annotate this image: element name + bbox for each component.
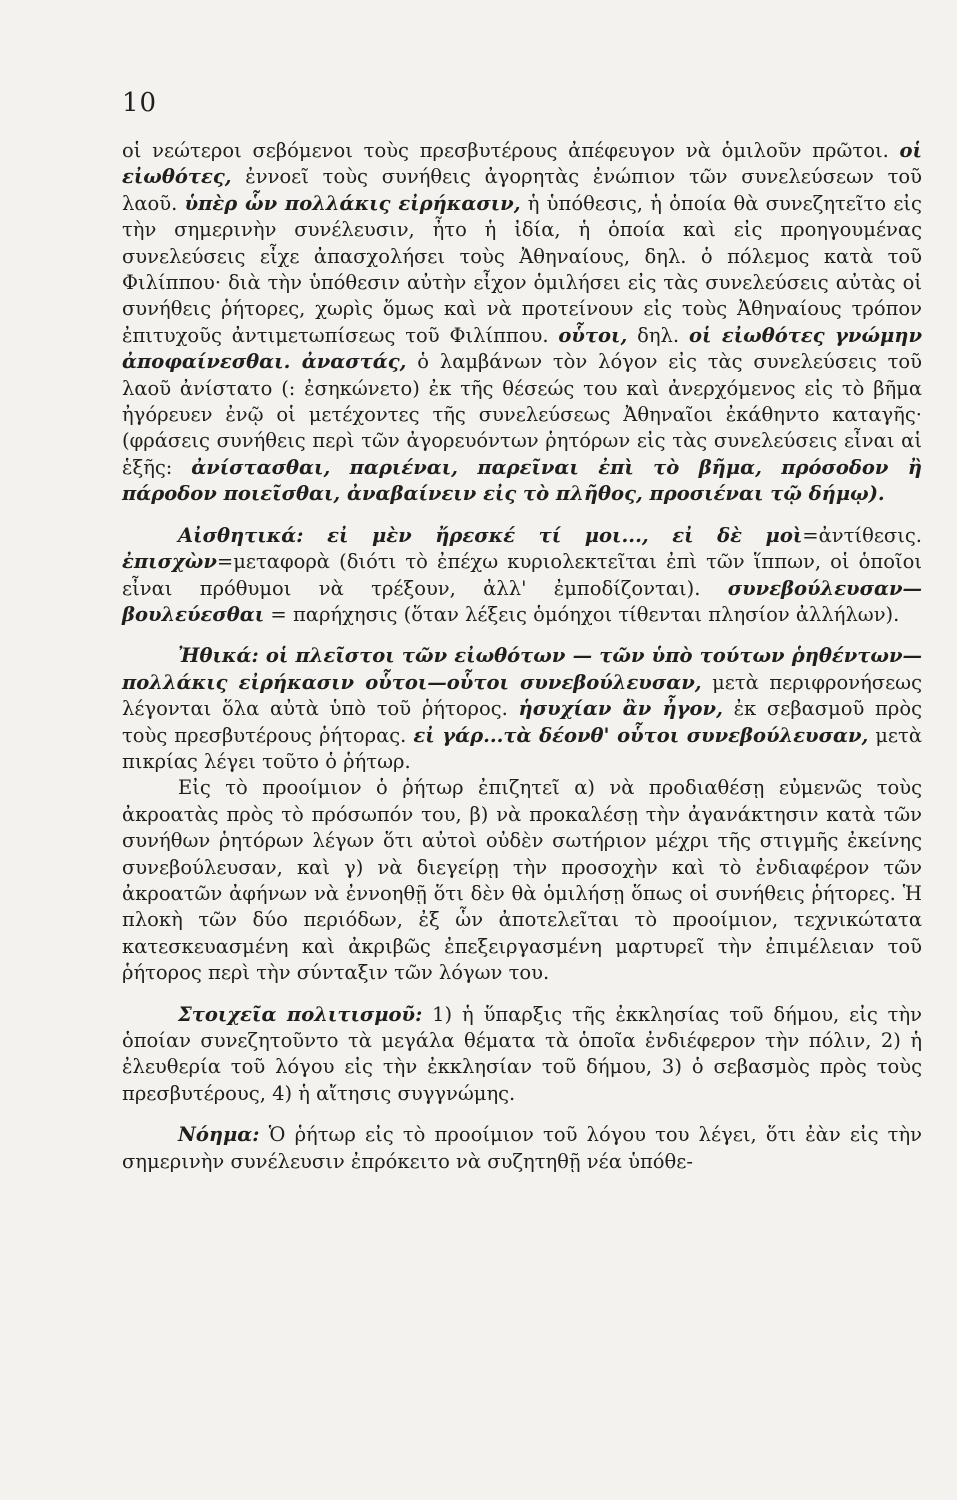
body-text (122, 138, 922, 1175)
paragraph-aesthetic: Αἰσθητικά: εἰ μὲν ἤρεσκέ τί μοι..., εἰ δὲ μοὶ=ἀντίθεσις. ἐπισχὼν=μεταφορὰ (διότι τὸ ἐπέχω κυριολεκτεῖται ἐπὶ τῶν ἵππων, οἱ ὁποῖοι εἶναι πρόθυμοι νὰ τρέξουν, ἀλλ' ἐμποδίζονται). συνεβούλευσαν—βουλεύεσθαι = παρήχησις (ὅταν λέξεις ὁμόηχοι τίθενται πλησίον ἀλλήλων). (122, 523, 922, 626)
page-number: 10 (122, 88, 158, 118)
paragraph-meaning: Νόημα: Ὁ ῥήτωρ εἰς τὸ προοίμιον τοῦ λόγου του λέγει, ὅτι ἐὰν εἰς τὴν σημερινὴν συνέλευσιν ἐπρόκειτο νὰ συζητηθῇ νέα ὑπόθε- (122, 1123, 922, 1173)
paragraph-commentary-intro: οἱ νεώτεροι σεβόμενοι τοὺς πρεσβυτέρους ἀπέφευγον νὰ ὁμιλοῦν πρῶτοι. οἱ εἰωθότες, ἐννοεῖ τοὺς συνήθεις ἀγορητὰς ἐνώπιον τῶν συνελεύσεων τοῦ λαοῦ. ὑπὲρ ὧν πολλάκις εἰρήκασιν, ἡ ὑπόθεσις, ἡ ὁποία θὰ συνεζητεῖτο εἰς τὴν σημερινὴν συνέλευσιν, ἦτο ἡ ἰδία, ἡ ὁποία καὶ εἰς προηγουμένας συνελεύσεις εἶχε ἀπασχολήσει τοὺς Ἀθηναίους, δηλ. ὁ πόλεμος κατὰ τοῦ Φιλίππου· διὰ τὴν ὑπόθεσιν αὐτὴν εἶχον ὁμιλήσει εἰς τὰς συνελεύσεις αὐτὰς οἱ συνήθεις ῥήτορες, χωρὶς ὅμως καὶ νὰ προτείνουν εἰς τοὺς Ἀθηναίους τρόπον ἐπιτυχοῦς ἀντιμετωπίσεως τοῦ Φιλίππου. οὗτοι, δηλ. οἱ εἰωθότες γνώμην ἀποφαίνεσθαι. ἀναστάς, ὁ λαμβάνων τὸν λόγον εἰς τὰς συνελεύσεις τοῦ λαοῦ ἀνίστατο (: ἐσηκώνετο) ἐκ τῆς θέσεώς του καὶ ἀνερχόμενος εἰς τὸ βῆμα ἠγόρευεν ἐνῷ οἱ μετέχοντες τῆς συνελεύσεως Ἀθηναῖοι ἐκάθηντο καταγῆς· (φράσεις συνήθεις περὶ τῶν ἀγορευόντων ῥητόρων εἰς τὰς συνελεύσεις εἶναι αἱ ἑξῆς: ἀνίστασθαι, παριέναι, παρεῖναι ἐπὶ τὸ βῆμα, πρόσοδον ἢ πάροδον ποιεῖσθαι, ἀναβαίνειν εἰς τὸ πλῆθος, προσιέναι τῷ δήμῳ). (122, 139, 923, 506)
paragraph-ethical: Ἠθικά: οἱ πλεῖστοι τῶν εἰωθότων — τῶν ὑπὸ τούτων ῥηθέντων—πολλάκις εἰρήκασιν οὗτοι—οὗτοι συνεβούλευσαν, μετὰ περιφρονήσεως λέγονται ὅλα αὐτὰ ὑπὸ τοῦ ῥήτορος. ἡσυχίαν ἂν ἦγον, ἐκ σεβασμοῦ πρὸς τοὺς πρεσβυτέρους ῥήτορας. εἰ γάρ...τὰ δέονθ' οὗτοι συνεβούλευσαν, μετὰ πικρίας λέγει τοῦτο ὁ ῥήτωρ. (122, 644, 922, 773)
paragraph-civilization: Στοιχεῖα πολιτισμοῦ: 1) ἡ ὕπαρξις τῆς ἐκκλησίας τοῦ δήμου, εἰς τὴν ὁποίαν συνεζητοῦντο τὰ μεγάλα θέματα τὰ ὁποῖα ἐνδιέφερον τὴν πόλιν, 2) ἡ ἐλευθερία τοῦ λόγου εἰς τὴν ἐκκλησίαν τοῦ δήμου, 3) ὁ σεβασμὸς πρὸς τοὺς πρεσβυτέρους, 4) ἡ αἴτησις συγγνώμης. (122, 1002, 922, 1105)
paragraph-prooemium: Εἰς τὸ προοίμιον ὁ ῥήτωρ ἐπιζητεῖ α) νὰ προδιαθέσῃ εὐμενῶς τοὺς ἀκροατὰς πρὸς τὸ πρόσωπόν του, β) νὰ προκαλέσῃ τὴν ἀγανάκτησιν κατὰ τῶν συνήθων ῥητόρων λέγων ὅτι αὐτοὶ οὐδὲν σωτήριον μέχρι τῆς στιγμῆς ἐκείνης συνεβούλευσαν, καὶ γ) νὰ διεγείρῃ τὴν προσοχὴν καὶ τὸ ἐνδιαφέρον τῶν ἀκροατῶν ἀφήνων νὰ ἐννοηθῇ ὅτι δὲν θὰ ὁμιλήσῃ ὅπως οἱ συνήθεις ῥήτορες. Ἡ πλοκὴ τῶν δύο περιόδων, ἐξ ὧν ἀποτελεῖται τὸ προοίμιον, τεχνικώτατα κατεσκευασμένη καὶ ἀκριβῶς ἐπεξειργασμένη μαρτυρεῖ τὴν ἐπιμέλειαν τοῦ ῥήτορος περὶ τὴν σύνταξιν τῶν λόγων του. (122, 776, 922, 985)
